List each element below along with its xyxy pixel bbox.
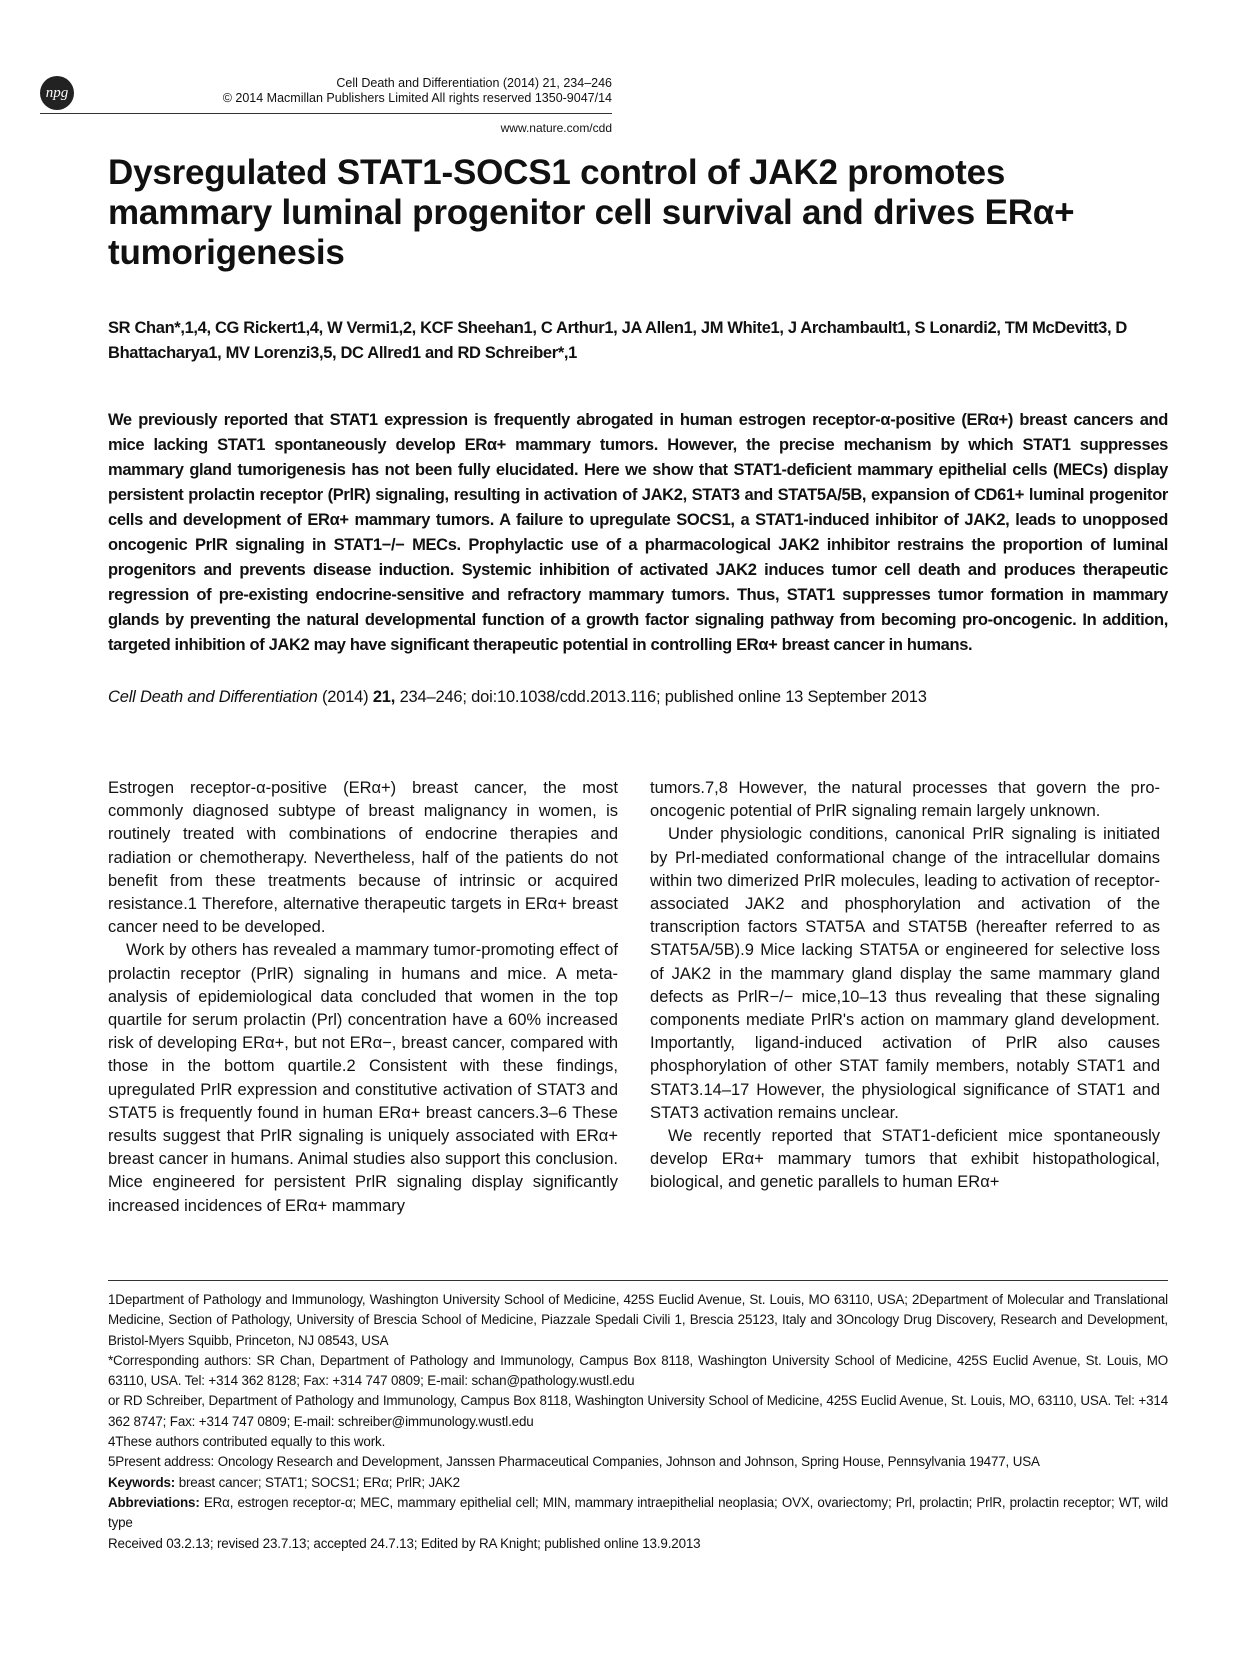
citation-details: 234–246; doi:10.1038/cdd.2013.116; published online 13 September 2013 (399, 688, 927, 706)
body-column-left (108, 777, 618, 1218)
footnote-divider (108, 1280, 1168, 1281)
keywords-label: Keywords: (108, 1474, 176, 1490)
journal-url[interactable]: www.nature.com/cdd (500, 121, 612, 135)
copyright-line: © 2014 Macmillan Publishers Limited All rights reserved 1350-9047/14 (222, 91, 612, 105)
citation-journal: Cell Death and Differentiation (108, 688, 318, 706)
body-paragraph: Work by others has revealed a mammary tumor-promoting effect of prolactin receptor (PrlR) signaling in humans and mice. A meta-analysis of epidemiological data concluded that women in the top quartile for serum prolactin (Prl) concentration have a 60% increased risk of developing ERα+, but not ERα−, breast cancer, compared with those in the bottom quartile.2 Consistent with these findings, upregulated PrlR expression and constitutive activation of STAT3 and STAT5 is frequently found in human ERα+ breast cancers.3–6 These results suggest that PrlR signaling is uniquely associated with ERα+ breast cancer in humans. Animal studies also support this conclusion. Mice engineered for persistent PrlR signaling display significantly increased incidences of ERα+ mammary (108, 941, 618, 1215)
abstract: We previously reported that STAT1 expression is frequently abrogated in human estrogen receptor-α-positive (ERα+) breast cancers and mice lacking STAT1 spontaneously develop ERα+ mammary tumors. However, the precise mechanism by which STAT1 suppresses mammary gland tumorigenesis has not been fully elucidated. Here we show that STAT1-deficient mammary epithelial cells (MECs) display persistent prolactin receptor (PrlR) signaling, resulting in activation of JAK2, STAT3 and STAT5A/5B, expansion of CD61+ luminal progenitor cells and development of ERα+ mammary tumors. A failure to upregulate SOCS1, a STAT1-induced inhibitor of JAK2, leads to unopposed oncogenic PrlR signaling in STAT1−/− MECs. Prophylactic use of a pharmacological JAK2 inhibitor restrains the proportion of luminal progenitors and prevents disease induction. Systemic inhibition of activated JAK2 induces tumor cell death and produces therapeutic regression of pre-existing endocrine-sensitive and refractory mammary tumors. Thus, STAT1 suppresses tumor formation in mammary glands by preventing the natural developmental function of a growth factor signaling pathway from becoming pro-oncogenic. In addition, targeted inhibition of JAK2 may have significant therapeutic potential in controlling ERα+ breast cancer in humans. (108, 411, 1168, 654)
publisher-logo: npg (40, 76, 74, 110)
citation-year: (2014) (321, 688, 369, 706)
equal-contribution-note: 4These authors contributed equally to this work. (108, 1434, 386, 1450)
citation-volume: 21, (372, 688, 396, 706)
body-paragraph: Estrogen receptor-α-positive (ERα+) breast cancer, the most commonly diagnosed subtype of breast malignancy in women, is routinely treated with combinations of endocrine therapies and radiation or chemotherapy. Nevertheless, half of the patients do not benefit from these treatments because of intrinsic or acquired resistance.1 Therefore, alternative therapeutic targets in ERα+ breast cancer need to be developed. (108, 779, 618, 937)
present-address-note: 5Present address: Oncology Research and Development, Janssen Pharmaceutical Companies, Johnson and Johnson, Spring House, Pennsylvania 19477, USA (108, 1454, 1040, 1470)
body-paragraph: We recently reported that STAT1-deficient mice spontaneously develop ERα+ mammary tumors that exhibit histopathological, biological, and genetic parallels to human ERα+ (650, 1127, 1160, 1192)
abbreviations-label: Abbreviations: (108, 1494, 200, 1510)
received-line: Received 03.2.13; revised 23.7.13; accepted 24.7.13; Edited by RA Knight; published online 13.9.2013 (108, 1535, 701, 1551)
journal-line: Cell Death and Differentiation (2014) 21, 234–246 (336, 76, 612, 90)
affiliations: 1Department of Pathology and Immunology, Washington University School of Medicine, 425S Euclid Avenue, St. Louis, MO 63110, USA; 2Department of Molecular and Translational Medicine, Section of Pathology, University of Brescia School of Medicine, Piazzale Spedali Civili 1, Brescia 25123, Italy and 3Oncology Drug Discovery, Research and Development, Bristol-Myers Squibb, Princeton, NJ 08543, USA (108, 1292, 1168, 1348)
citation-line (108, 685, 1168, 709)
abbreviations-line (108, 1493, 1168, 1534)
journal-header (130, 76, 612, 106)
abbreviations-text: ERα, estrogen receptor-α; MEC, mammary epithelial cell; MIN, mammary intraepithelial neoplasia; OVX, ovariectomy; Prl, prolactin; PrlR, prolactin receptor; WT, wild type (108, 1494, 1168, 1531)
body-paragraph: tumors.7,8 However, the natural processes that govern the pro-oncogenic potential of PrlR signaling remain largely unknown. (650, 779, 1160, 821)
corresponding-author-2: or RD Schreiber, Department of Pathology and Immunology, Campus Box 8118, Washington University School of Medicine, 425S Euclid Avenue, St. Louis, MO, 63110, USA. Tel: +314 362 8747; Fax: +314 747 0809; E-mail: schreiber@immunology.wustl.edu (108, 1393, 1168, 1429)
keywords-text: breast cancer; STAT1; SOCS1; ERα; PrlR; JAK2 (178, 1474, 460, 1490)
article-title: Dysregulated STAT1-SOCS1 control of JAK2 promotes mammary luminal progenitor cell survival and drives ERα+ tumorigenesis (108, 153, 1075, 272)
header-divider (40, 113, 612, 114)
body-column-right (650, 777, 1160, 1195)
body-paragraph: Under physiologic conditions, canonical PrlR signaling is initiated by Prl-mediated conformational change of the intracellular domains within two dimerized PrlR molecules, leading to activation of receptor-associated JAK2 and phosphorylation and activation of the transcription factors STAT5A and STAT5B (hereafter referred to as STAT5A/5B).9 Mice lacking STAT5A or engineered for selective loss of JAK2 in the mammary gland display the same mammary gland defects as PrlR−/− mice,10–13 thus revealing that these signaling components mediate PrlR's action on mammary gland development. Importantly, ligand-induced activation of PrlR also causes phosphorylation of other STAT family members, notably STAT1 and STAT3.14–17 However, the physiological significance of STAT1 and STAT3 activation remains unclear. (650, 825, 1160, 1122)
footnotes (108, 1290, 1168, 1554)
author-list: SR Chan*,1,4, CG Rickert1,4, W Vermi1,2, KCF Sheehan1, C Arthur1, JA Allen1, JM White1, J Archambault1, S Lonardi2, TM McDevitt3, D Bhattacharya1, MV Lorenzi3,5, DC Allred1 and RD Schreiber*,1 (108, 319, 1127, 362)
keywords-line (108, 1473, 1168, 1493)
corresponding-author-1: *Corresponding authors: SR Chan, Department of Pathology and Immunology, Campus Box 8118, Washington University School of Medicine, 425S Euclid Avenue, St. Louis, MO 63110, USA. Tel: +314 362 8128; Fax: +314 747 0809; E-mail: schan@pathology.wustl.edu (108, 1352, 1168, 1389)
